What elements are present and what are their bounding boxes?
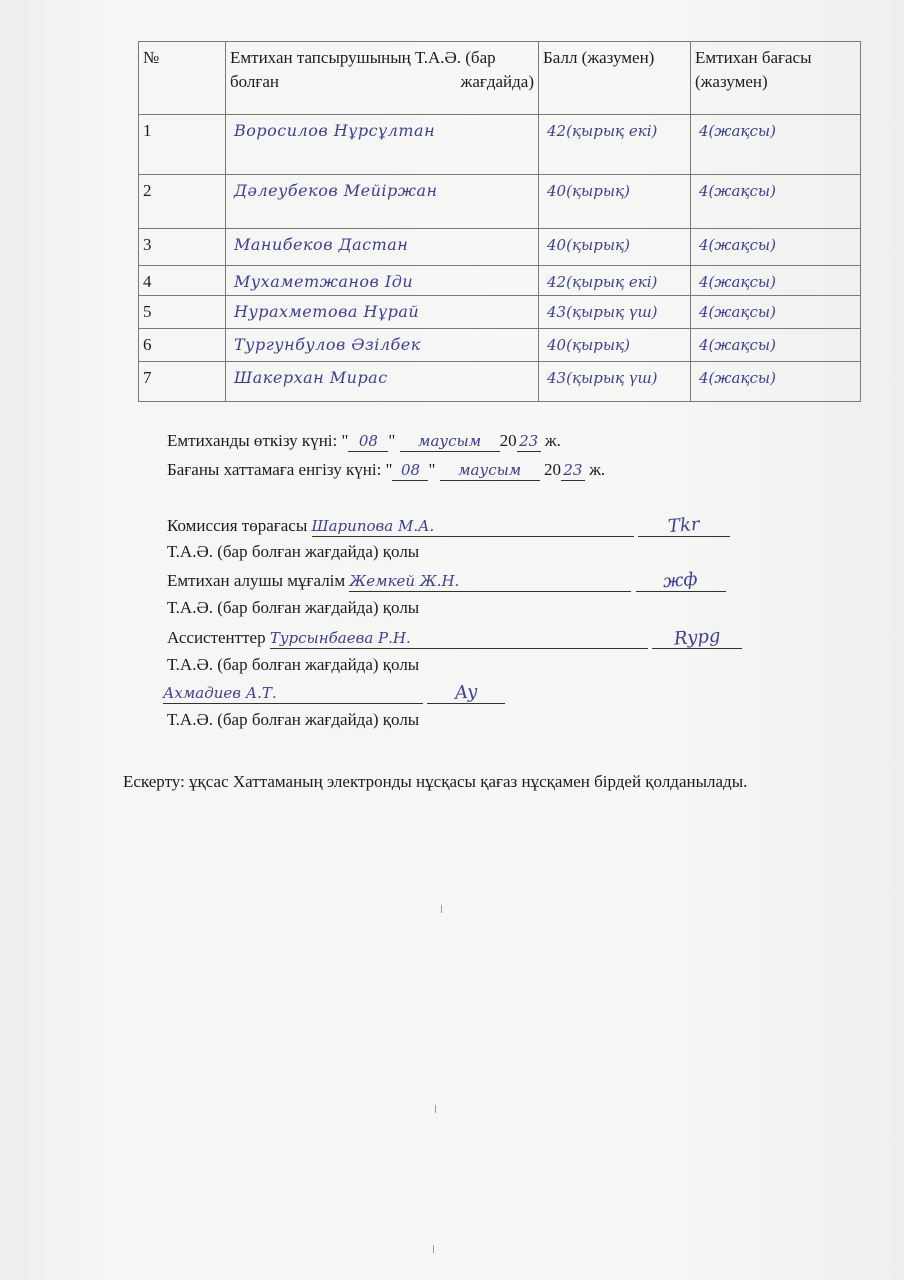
score-handwritten: 42(қырық екі): [547, 122, 658, 140]
exam-year-unit: ж.: [544, 431, 561, 450]
scan-mark: [433, 1245, 434, 1253]
exam-month-handwritten: маусым: [418, 432, 482, 450]
exam-year-prefix: 20: [499, 431, 517, 450]
student-name-handwritten: Шакерхан Мирас: [234, 368, 388, 387]
score-handwritten: 42(қырық екі): [547, 273, 658, 291]
footnote: Ескерту: ұқсас Хаттаманың электронды нұсқасы қағаз нұсқамен бірдей қолданылады.: [123, 772, 748, 791]
score-cell: [539, 362, 691, 402]
chair-signature: Tkr: [667, 513, 701, 538]
row-number: 3: [139, 229, 226, 266]
score-cell: [539, 266, 691, 296]
table-row: [139, 229, 861, 266]
assistants-label: Ассистенттер: [167, 628, 266, 647]
assistants-line: [167, 627, 742, 649]
table-header-row: [139, 42, 861, 115]
assistant1-caption: Т.А.Ә. (бар болған жағдайда) қолы: [167, 655, 420, 674]
exam-date-line: Емтиханды өткізу күні: " 08 " маусым 20 23 ж.: [167, 431, 561, 450]
entry-month-field: [440, 460, 540, 481]
table-row: [139, 362, 861, 402]
chair-name-handwritten: Шарипова М.А.: [311, 517, 435, 535]
score-cell: [539, 115, 691, 175]
score-handwritten: 43(қырық үш): [547, 369, 658, 387]
header-number: №: [139, 42, 226, 115]
exam-date-label: Емтиханды өткізу күні: ": [167, 431, 349, 450]
grade-handwritten: 4(жақсы): [699, 369, 776, 387]
grade-cell: [691, 362, 861, 402]
assistant2-caption: Т.А.Ә. (бар болған жағдайда) қолы: [167, 710, 420, 729]
assistant2-line: [163, 682, 505, 704]
chair-line: [167, 515, 730, 537]
student-name-cell: [226, 296, 539, 329]
assistant2-name-handwritten: Ахмадиев А.Т.: [163, 684, 277, 702]
grade-handwritten: 4(жақсы): [699, 273, 776, 291]
score-cell: [539, 329, 691, 362]
entry-day-handwritten: 08: [400, 461, 421, 479]
score-cell: [539, 229, 691, 266]
grade-handwritten: 4(жақсы): [699, 236, 776, 254]
assistant2-signature: Ay: [454, 681, 479, 704]
student-name-cell: [226, 115, 539, 175]
student-name-cell: [226, 362, 539, 402]
header-student-name: Емтихан тапсырушының Т.А.Ә. (бар болған жағдайда): [226, 42, 539, 115]
grade-cell: [691, 329, 861, 362]
teacher-name-handwritten: Жемкей Ж.Н.: [349, 572, 460, 590]
chair-name-field: [312, 516, 634, 537]
table-row: [139, 115, 861, 175]
assistant1-signature: Rypg: [673, 625, 721, 650]
scan-mark: [441, 905, 442, 913]
chair-label: Комиссия төрағасы: [167, 516, 308, 535]
student-name-cell: [226, 175, 539, 229]
scan-mark: [435, 1105, 436, 1113]
student-name-handwritten: Дәлеубеков Мейіржан: [234, 181, 438, 200]
table-row: [139, 175, 861, 229]
score-cell: [539, 296, 691, 329]
row-number: 7: [139, 362, 226, 402]
student-name-handwritten: Нурахметова Нұрай: [234, 302, 420, 321]
grade-handwritten: 4(жақсы): [699, 303, 776, 321]
chair-signature-field: [638, 513, 730, 538]
entry-day-field: [392, 460, 428, 481]
row-number: 5: [139, 296, 226, 329]
header-grade: Емтихан бағасы (жазумен): [691, 42, 861, 115]
assistant1-name-handwritten: Турсынбаева Р.Н.: [269, 629, 411, 647]
entry-month-handwritten: маусым: [458, 461, 522, 479]
student-name-handwritten: Воросилов Нұрсұлтан: [234, 121, 436, 140]
grade-cell: [691, 229, 861, 266]
teacher-label: Емтихан алушы мұғалім: [167, 571, 346, 590]
table-row: [139, 266, 861, 296]
entry-date-line: Бағаны хаттамаға енгізу күні: " 08 " маусым 20 23 ж.: [167, 460, 606, 479]
teacher-signature-field: [636, 568, 726, 593]
teacher-signature: жф: [662, 568, 699, 593]
exam-day-handwritten: 08: [358, 432, 378, 450]
score-handwritten: 40(қырық): [547, 182, 630, 200]
entry-year-prefix: 20: [543, 460, 561, 479]
row-number: 1: [139, 115, 226, 175]
grade-cell: [691, 115, 861, 175]
grade-handwritten: 4(жақсы): [699, 336, 776, 354]
table-row: [139, 296, 861, 329]
grade-cell: [691, 296, 861, 329]
exam-year-handwritten: 23: [519, 432, 539, 450]
student-name-cell: [226, 329, 539, 362]
score-handwritten: 40(қырық): [547, 236, 630, 254]
assistant2-signature-field: [427, 683, 505, 704]
exam-year-field: [517, 431, 541, 452]
chair-caption: Т.А.Ә. (бар болған жағдайда) қолы: [167, 542, 420, 561]
entry-year-unit: ж.: [589, 460, 606, 479]
score-handwritten: 43(қырық үш): [547, 303, 658, 321]
entry-year-field: [561, 460, 585, 481]
student-name-cell: [226, 229, 539, 266]
teacher-line: [167, 570, 726, 592]
entry-date-label: Бағаны хаттамаға енгізу күні: ": [167, 460, 393, 479]
student-name-handwritten: Манибеков Дастан: [234, 235, 409, 254]
score-handwritten: 40(қырық): [547, 336, 630, 354]
assistant1-signature-field: [652, 625, 742, 650]
grade-handwritten: 4(жақсы): [699, 122, 776, 140]
student-name-handwritten: Тургунбулов Әзілбек: [234, 335, 421, 354]
grades-table: [138, 41, 861, 402]
entry-year-handwritten: 23: [563, 461, 583, 479]
header-score: Балл (жазумен): [539, 42, 691, 115]
score-cell: [539, 175, 691, 229]
row-number: 4: [139, 266, 226, 296]
assistant1-name-field: [270, 628, 648, 649]
row-number: 2: [139, 175, 226, 229]
student-name-cell: [226, 266, 539, 296]
student-name-handwritten: Мухаметжанов Іди: [234, 272, 414, 291]
exam-month-field: [400, 431, 500, 452]
teacher-name-field: [349, 571, 631, 592]
grade-handwritten: 4(жақсы): [699, 182, 776, 200]
row-number: 6: [139, 329, 226, 362]
teacher-caption: Т.А.Ә. (бар болған жағдайда) қолы: [167, 598, 420, 617]
exam-day-field: [348, 431, 388, 452]
table-row: [139, 329, 861, 362]
grade-cell: [691, 175, 861, 229]
assistant2-name-field: [163, 683, 423, 704]
grade-cell: [691, 266, 861, 296]
